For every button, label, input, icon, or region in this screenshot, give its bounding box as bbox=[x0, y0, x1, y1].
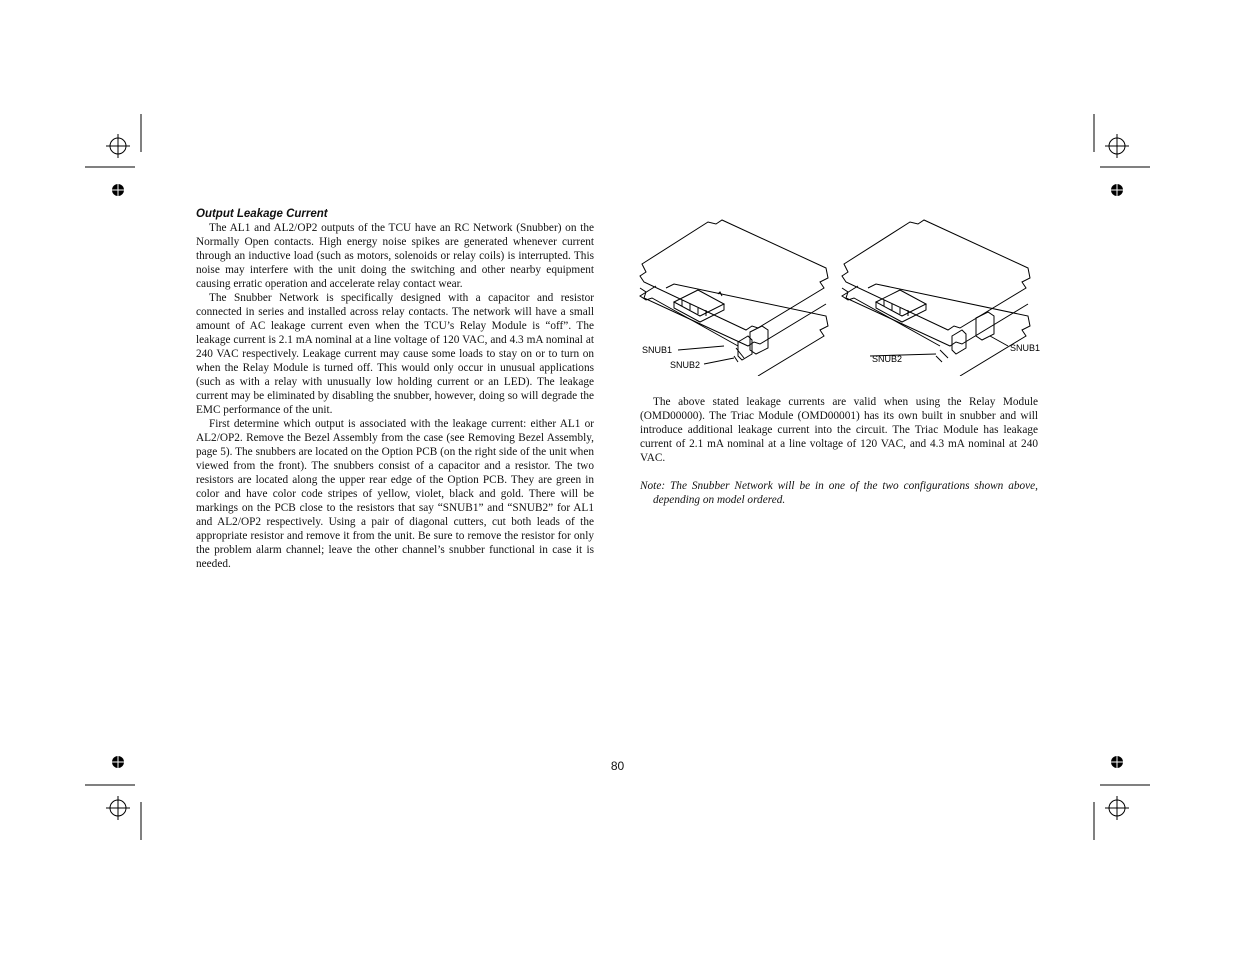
paragraph-2: The Snubber Network is specifically designed with a capacitor and resistor connected in series and installed across relay contacts. The network will have a small amount of AC leakage current even when the TCU’s Relay Module is “off”. The leakage current is 2.1 mA nominal at a line voltage of 120 VAC, and 4.3 mA nominal at 240 VAC respectively. Leakage current may cause some loads to stay on or to turn on when the Relay Module is turned off. This would only occur in unusual applications (such as with a relay with unusually low holding current or an LED). The leakage current may be eliminated by disabling the snubber, however, doing so will degrade the EMC performance of the unit. bbox=[196, 292, 594, 416]
snubber-pcb-figure bbox=[638, 216, 1042, 376]
paragraph-1: The AL1 and AL2/OP2 outputs of the TCU have an RC Network (Snubber) on the Normally Open contacts. High energy noise spikes are generated whenever current through an inductive load (such as motors, solenoids or relay coils) is interrupted. This noise may interfere with the unit doing the switching and other nearby equipment causing erratic operation and accelerate relay contact wear. bbox=[196, 222, 594, 290]
left-snub1-label: SNUB1 bbox=[642, 345, 673, 355]
note: Note: The Snubber Network will be in one of the two configurations shown above, depending on model ordered. bbox=[640, 480, 1038, 506]
paragraph-3: First determine which output is associated with the leakage current: either AL1 or AL2/OP2. Remove the Bezel Assembly from the case (see Removing Bezel Assembly, page 5). The snubbers are located on the Option PCB (on the right side of the unit when viewed from the front). The snubbers consist of a capacitor and a resistor. The two resistors are located along the upper rear edge of the Option PCB. They are green in color and have color code stripes of yellow, violet, black and gold. There will be markings on the PCB close to the resistors that say “SNUB1” and “SNUB2” for AL1 and AL2/OP2 respectively. Using a pair of diagonal cutters, cut both leads of the appropriate resistor and remove it from the unit. Be sure to remove the resistor for only the problem alarm channel; leave the other channel’s snubber functional in case it is needed. bbox=[196, 418, 594, 570]
crop-mark-top-right bbox=[1080, 114, 1150, 204]
crop-mark-top-left bbox=[85, 114, 155, 204]
right-column bbox=[640, 395, 1038, 507]
section-heading: Output Leakage Current bbox=[196, 208, 328, 220]
relay-module-paragraph: The above stated leakage currents are valid when using the Relay Module (OMD00000). The Triac Module (OMD00001) has its own built in snubber and will introduce additional leakage current into the circuit. The Triac Module has leakage current of 2.1 mA nominal at a line voltage of 120 VAC, and 4.3 mA nominal at 240 VAC. bbox=[640, 396, 1038, 464]
right-snub1-label: SNUB1 bbox=[1010, 343, 1041, 353]
left-snub2-label: SNUB2 bbox=[670, 360, 701, 370]
page-number: 80 bbox=[610, 759, 625, 773]
pcb-config-right bbox=[842, 220, 1030, 376]
left-column bbox=[196, 207, 594, 571]
right-snub2-label: SNUB2 bbox=[872, 354, 903, 364]
